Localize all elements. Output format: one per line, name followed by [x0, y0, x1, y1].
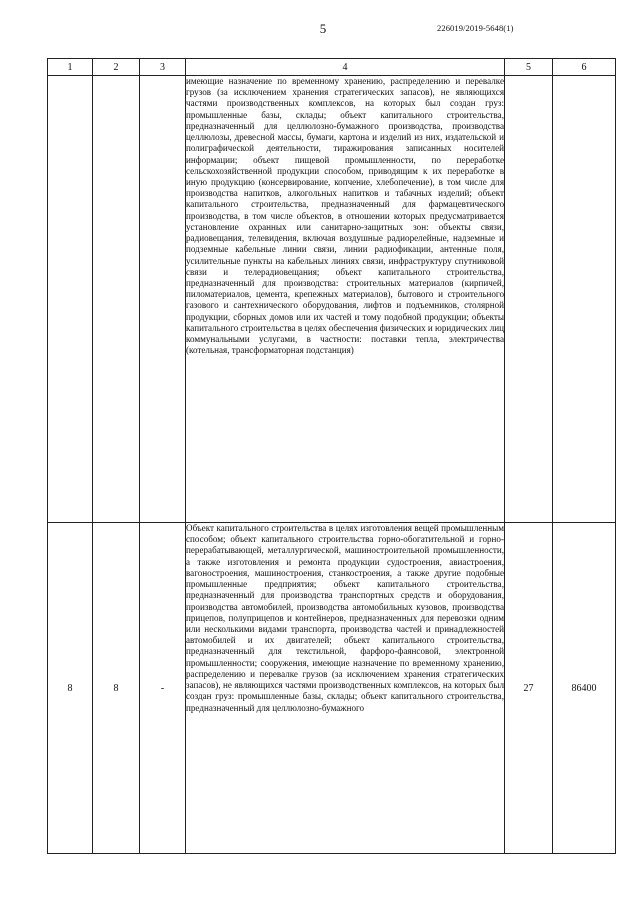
- page-number: 5: [319, 21, 327, 36]
- column-header: 1: [48, 59, 93, 76]
- document-id: 226019/2019-5648(1): [437, 23, 514, 33]
- cell-col5: 27: [505, 523, 553, 854]
- cell-col2: 8: [93, 523, 140, 854]
- cell-col6: [553, 76, 616, 523]
- cell-col1: [48, 76, 93, 523]
- table-header-row: [48, 59, 616, 76]
- column-header: 6: [553, 59, 616, 76]
- column-header: 4: [186, 59, 505, 76]
- cell-col6: 86400: [553, 523, 616, 854]
- zoning-table: [47, 58, 616, 854]
- cell-col3: -: [140, 523, 186, 854]
- cell-col2: [93, 76, 140, 523]
- cell-col5: [505, 76, 553, 523]
- column-header: 2: [93, 59, 140, 76]
- table-row: [48, 76, 616, 523]
- column-header: 5: [505, 59, 553, 76]
- cell-col3: [140, 76, 186, 523]
- table-row: [48, 523, 616, 854]
- column-header: 3: [140, 59, 186, 76]
- cell-description: имеющие назначение по временному хранению, распределению и перевалке грузов (за исключением хранения стратегических запасов), не являющихся частями производственных комплексов, на которых был создан груз: промышленные базы, склады; объект капитального строительства, предназначенный для целлюлозно-бумажного производства, производства целлюлозы, древесной массы, бумаги, картона и изделий из них, издательской и полиграфической деятельности, тиражирования записанных носителей информации; объект пищевой промышленности, по переработке сельскохозяйственной продукции способом, приводящим к их переработке в иную продукцию (консервирование, копчение, хлебопечение), в том числе для производства напитков, алкогольных напитков и табачных изделий; объект капитального строительства, предназначенный для фармацевтического производства, в том числе объектов, в отношении которых предусматривается установление охранных или санитарно-защитных зон: объекты связи, радиовещания, телевидения, включая воздушные радиорелейные, надземные и подземные кабельные линии связи, линии радиофикации, антенные поля, усилительные пункты на кабельных линиях связи, инфраструктуру спутниковой связи и телерадиовещания; объект капитального строительства, предназначенный для производства: строительных материалов (кирпичей, пиломатериалов, цемента, крепежных материалов), бытового и строительного газового и сантехнического оборудования, лифтов и подъемников, столярной продукции, сборных домов или их частей и тому подобной продукции; объекты капитального строительства в целях обеспечения физических и юридических лиц коммунальными услугами, в частности: поставки тепла, электричества (котельная, трансформаторная подстанция): [186, 76, 505, 523]
- cell-description: Объект капитального строительства в целях изготовления вещей промышленным способом; объект капитального строительства горно-обогатительной и горно-перерабатывающей, металлургической, машиностроительной промышленности, а также изготовления и ремонта продукции судостроения, авиастроения, вагоностроения, машиностроения, станкостроения, а также другие подобные промышленные предприятия; объект капитального строительства, предназначенный для производства транспортных средств и оборудования, производства автомобилей, производства автомобильных кузовов, производства прицепов, полуприцепов и контейнеров, предназначенных для перевозки одним или несколькими видами транспорта, производства частей и принадлежностей автомобилей и их двигателей; объект капитального строительства, предназначенный для текстильной, фарфоро-фаянсовой, электронной промышленности; сооружения, имеющие назначение по временному хранению, распределению и перевалке грузов (за исключением хранения стратегических запасов), не являющихся частями производственных комплексов, на которых был создан груз: промышленные базы, склады; объект капитального строительства, предназначенный для целлюлозно-бумажного: [186, 523, 505, 854]
- cell-col1: 8: [48, 523, 93, 854]
